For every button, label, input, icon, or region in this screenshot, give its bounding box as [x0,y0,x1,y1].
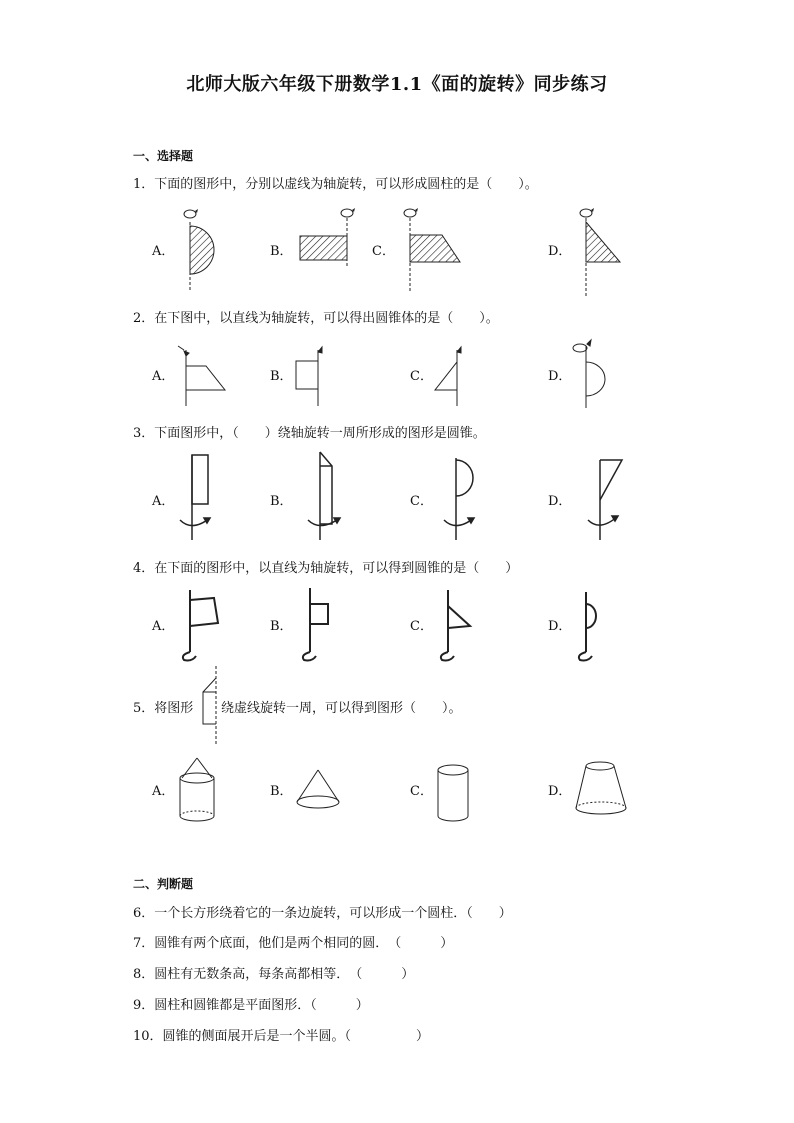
q4-figure-d-semicircle [579,592,596,661]
q3-option-b-label: B． [270,494,293,509]
q5-option-c-label: C． [410,784,433,799]
q4-figure-a-trapezoid [183,590,218,661]
page-title: 北师大版六年级下册数学1.1《面的旋转》同步练习 [186,74,608,95]
q2-option-a-label: A． [152,369,175,384]
q1-option-c-label: C． [372,244,395,259]
q4-option-b-label: B． [270,619,293,634]
q2-option-d-label: D． [548,369,572,384]
question-3: 3．下面图形中，（ ）绕轴旋转一周所形成的图形是圆锥。 [133,426,486,441]
q4-figure-b-square [303,588,328,661]
q1-figure-b-rectangle [300,208,355,268]
question-2: 2．在下图中，以直线为轴旋转，可以得出圆锥体的是（ ）。 [133,311,499,326]
question-4: 4．在下面的图形中，以直线为轴旋转，可以得到圆锥的是（ ） [133,561,519,576]
q4-option-c-label: C． [410,619,433,634]
q2-option-b-label: B． [270,369,293,384]
q1-option-b-label: B． [270,244,293,259]
section-heading-judge: 二、判断题 [133,877,194,891]
question-8: 8．圆柱有无数条高，每条高都相等． （ ） [133,967,415,982]
question-6: 6．一个长方形绕着它的一条边旋转，可以形成一个圆柱．（ ） [133,906,512,921]
q4-option-a-label: A． [152,619,175,634]
question-5-suffix: 绕虚线旋转一周，可以得到图形（ ）。 [221,701,462,716]
q3-figure-d-triangle [588,460,622,540]
q1-option-d-label: D． [548,244,572,259]
question-9: 9．圆柱和圆锥都是平面图形．（ ） [133,998,369,1013]
q3-option-d-label: D． [548,494,572,509]
q2-figure-d-semicircle [573,340,605,408]
question-5-prefix: 5．将图形 [133,701,194,716]
section-heading-choice: 一、选择题 [133,149,194,163]
q1-figure-c-trapezoid [404,208,460,292]
q3-option-a-label: A． [152,494,175,509]
q4-option-d-label: D． [548,619,572,634]
q2-figure-b-square [296,347,322,406]
q5-figure-b-cone [297,770,339,808]
q5-option-d-label: D． [548,784,572,799]
q1-figure-d-triangle [580,208,620,296]
q3-figure-a-rectangle [180,455,210,540]
question-1: 1．下面的图形中，分别以虚线为轴旋转，可以形成圆柱的是（ ）。 [133,177,538,192]
q5-option-a-label: A． [152,784,175,799]
q1-figure-a-semicircle [184,209,214,292]
q4-figure-c-triangle [441,590,470,661]
q3-figure-b-rectangle-triangle [308,452,340,540]
q2-option-c-label: C． [410,369,433,384]
q5-figure-c-cylinder [438,765,468,821]
question-10: 10．圆锥的侧面展开后是一个半圆。（ ） [133,1029,430,1044]
question-7: 7．圆锥有两个底面，他们是两个相同的圆． （ ） [133,936,454,951]
q1-option-a-label: A． [152,244,175,259]
q5-option-b-label: B． [270,784,293,799]
q5-figure-d-frustum [576,762,626,814]
q2-figure-a-trapezoid [178,346,225,406]
q5-figure-a-cone-on-cylinder [180,758,214,821]
q2-figure-c-triangle [435,347,461,406]
q3-figure-c-semicircle [444,458,474,540]
q3-option-c-label: C． [410,494,433,509]
